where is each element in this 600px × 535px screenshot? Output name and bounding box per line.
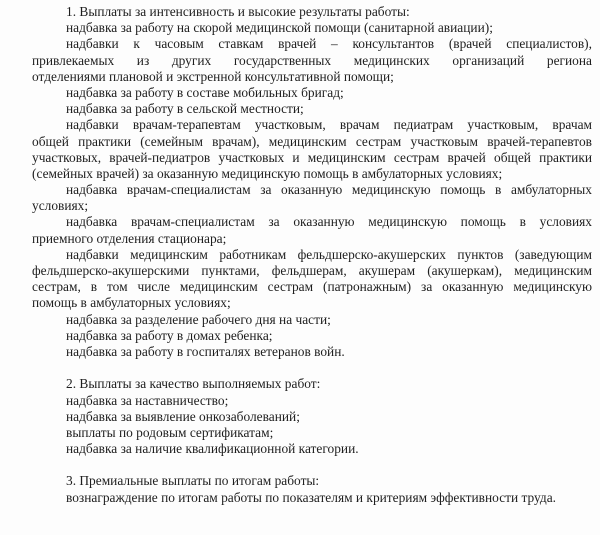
document-line: надбавка за наличие квалификационной категории.: [66, 441, 359, 457]
document-line: условиях;: [32, 198, 89, 214]
document-line: надбавка за работу в госпиталях ветеранов войн.: [66, 343, 345, 359]
document-line: фельдшерско-акушерскими пунктами, фельдшерам, акушерам (акушеркам), медицинским: [32, 263, 592, 278]
document-line: сестрам, в том числе медицинским сестрам (патронажным) за оказанную медицинскую: [32, 279, 592, 295]
document-line: вознаграждение по итогам работы по показателям и критериям эффективности труда.: [66, 489, 556, 505]
document-line: помощь в амбулаторных условиях;: [32, 295, 231, 311]
document-body: [32, 4, 592, 506]
document-line: надбавка за разделение рабочего дня на части;: [66, 311, 331, 327]
section-title: 3. Премиальные выплаты по итогам работы:: [66, 473, 320, 489]
document-line: надбавка врачам-специалистам за оказанную медицинскую помощь в условиях: [66, 214, 592, 230]
document-line: надбавка за выявление онкозаболеваний;: [66, 408, 300, 424]
section-title: 1. Выплаты за интенсивность и высокие результаты работы:: [66, 4, 410, 19]
document-line: (семейных врачей) за оказанную медицинскую помощь в амбулаторных условиях;: [32, 165, 503, 181]
document-line: надбавка за работу на скорой медицинской помощи (санитарной авиации);: [66, 20, 493, 36]
section-spacer: [32, 457, 592, 473]
document-line: отделениями плановой и экстренной консультативной помощи;: [32, 68, 394, 84]
document-line: надбавка врачам-специалистам за оказанную медицинскую помощь в амбулаторных: [66, 182, 592, 198]
document-line: привлекаемых из других государственных медицинских организаций региона: [32, 52, 592, 68]
document-line: надбавка за работу в домах ребенка;: [66, 327, 273, 343]
document-line: надбавки медицинским работникам фельдшерско-акушерских пунктов (заведующим: [66, 246, 592, 262]
section-title: 2. Выплаты за качество выполняемых работ:: [66, 376, 321, 392]
document-line: надбавки к часовым ставкам врачей – консультантов (врачей специалистов),: [66, 36, 592, 52]
document-line: надбавка за наставничество;: [66, 392, 229, 408]
document-line: надбавка за работу в составе мобильных бригад;: [66, 84, 344, 100]
section-spacer: [32, 360, 592, 376]
document-line: приемного отделения стационара;: [32, 230, 227, 246]
document-line: участковых, врачей-педиатров участковых и медицинским сестрам врачей общей практики: [32, 149, 592, 165]
document-line: надбавки врачам-терапевтам участковым, врачам педиатрам участковым, врачам: [66, 117, 592, 133]
document-line: выплаты по родовым сертификатам;: [66, 424, 274, 440]
document-line: надбавка за работу в сельской местности;: [66, 101, 304, 117]
document-line: общей практики (семейным врачам), медицинским сестрам участковым врачей-терапевтов: [32, 133, 592, 149]
